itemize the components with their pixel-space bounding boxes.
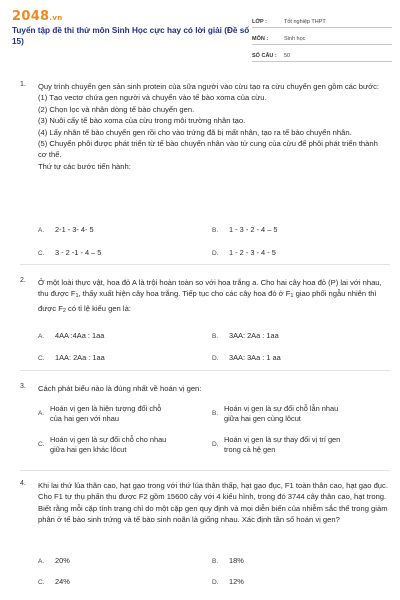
option-text: 1 - 2 - 3 - 4 - 5: [229, 248, 276, 257]
document-meta: [252, 11, 392, 62]
answer-option-b[interactable]: [212, 401, 338, 427]
meta-row-count: [252, 45, 392, 62]
question-divider: [20, 470, 390, 471]
option-letter: A.: [38, 558, 45, 565]
question-text: [38, 277, 388, 317]
question-line: Thứ tự các bước tiến hành:: [38, 161, 131, 171]
meta-row-subject: [252, 28, 392, 45]
answer-option-c[interactable]: [38, 577, 70, 589]
subscript: 2: [62, 307, 66, 314]
question-number: 3.: [20, 383, 26, 390]
option-letter: C.: [38, 579, 45, 586]
question-line: (1) Tạo vectơ chứa gen người và chuyển vào tế bào xoma của cừu.: [38, 93, 267, 103]
meta-key: LỚP :: [252, 19, 267, 25]
option-text: 3AA: 3Aa : 1 aa: [229, 353, 281, 362]
option-text: 1AA: 2Aa : 1aa: [55, 353, 105, 362]
option-text: 1 - 3 - 2 - 4 – 5: [229, 225, 278, 234]
question-divider: [20, 264, 390, 265]
question-number: 1.: [20, 81, 26, 88]
answer-option-b[interactable]: [212, 225, 277, 237]
option-line: của hai gen với nhau: [50, 414, 119, 423]
question-text: Khi lai thứ lúa thân cao, hạt gạo trong với thứ lúa thân thấp, hạt gạo đục, F1 toàn thân cao, hạt gạo đục. Cho F1 tự thụ phấn thu được F2 gồm 15600 cây với 4 kiểu hình, trong đó 3744 cây thân cao, hạt trong. Biết rằng mỗi cặp tính trạng chỉ do một cặp gen quy định và mọi diễn biến của nhiễm sắc thể trong giảm phân ở tế bào sinh trứng và tế bào sinh noãn là giống nhau. Xác định tần số hoán vị gen?: [38, 481, 388, 525]
option-line: giữa hai gen khác lôcut: [50, 445, 127, 454]
question-text-part: , thấy xuất hiện cây hoa trắng. Tiếp tục cho các cây hoa đỏ ở F: [78, 289, 291, 299]
meta-row-class: [252, 11, 392, 28]
option-letter: D.: [212, 579, 219, 586]
option-text: 4AA :4Aa : 1aa: [55, 331, 105, 340]
option-text: 18%: [229, 556, 244, 565]
option-text: 24%: [55, 577, 70, 586]
option-letter: D.: [212, 250, 219, 257]
question-text: [38, 81, 388, 172]
meta-value: 50: [284, 53, 291, 59]
answer-option-d[interactable]: [212, 353, 281, 365]
question-text: Cách phát biểu nào là đúng nhất về hoán vị gen:: [38, 384, 202, 393]
answer-option-d[interactable]: [212, 248, 276, 260]
question-text-part: Ở một loài thực vật, hoa đỏ A là trội hoàn toàn so với hoa trắng a. Cho hai cây hoa đỏ (P) lai với nhau, thu được F: [38, 278, 382, 299]
option-letter: D.: [212, 440, 219, 448]
question-number: 4.: [20, 480, 26, 487]
meta-key: MÔN :: [252, 36, 269, 42]
option-text: 3AA: 2Aa : 1aa: [229, 331, 279, 340]
answer-option-a[interactable]: [38, 401, 161, 427]
option-text: [50, 435, 166, 456]
option-letter: B.: [212, 227, 219, 234]
option-text: 3 - 2 -1 - 4 – 5: [55, 248, 102, 257]
option-letter: D.: [212, 355, 219, 362]
option-text: [224, 435, 340, 456]
option-letter: A.: [38, 333, 45, 340]
option-text: [224, 404, 338, 425]
option-text: [50, 404, 161, 425]
option-line: Hoán vị gen là sự đổi chỗ lẫn nhau: [224, 403, 339, 413]
question-line: (5) Chuyển phôi được phát triển từ tế bào chuyển nhân vào tử cung của cừu để phôi phát triển thành cơ thể.: [38, 139, 378, 160]
answer-option-c[interactable]: [38, 432, 166, 458]
site-logo[interactable]: [12, 9, 63, 24]
option-letter: B.: [212, 409, 219, 417]
option-line: trong cả hệ gen: [224, 445, 276, 454]
question-line: (3) Nuôi cấy tế bào xoma của cừu trong môi trường nhân tạo.: [38, 116, 246, 126]
option-letter: B.: [212, 333, 219, 340]
option-line: Hoán vị gen là sự đổi chỗ cho nhau: [50, 434, 167, 444]
logo-domain: .vn: [49, 14, 63, 22]
subscript: 1: [75, 293, 79, 300]
option-letter: B.: [212, 558, 219, 565]
answer-option-d[interactable]: [212, 432, 340, 458]
meta-value: Tốt nghiệp THPT: [284, 19, 326, 25]
question-line: Quy trình chuyển gen sản sinh protein của sữa người vào cừu tạo ra cừu chuyển gen gồm các bước:: [38, 82, 379, 91]
option-text: 20%: [55, 556, 70, 565]
answer-option-c[interactable]: [38, 248, 101, 260]
question-number: 2.: [20, 277, 26, 284]
answer-option-c[interactable]: [38, 353, 105, 365]
option-line: Hoán vị gen là sự thay đổi vị trí gen: [224, 434, 341, 444]
document-header: [0, 0, 400, 62]
option-line: Hoán vị gen là hiện tượng đổi chỗ: [50, 403, 162, 413]
question-line: (4) Lấy nhân tế bào chuyển gen rồi cho vào trứng đã bị mất nhân, tạo ra tế bào chuyển nhân.: [38, 127, 352, 137]
question-divider: [20, 370, 390, 371]
answer-option-b[interactable]: [212, 331, 279, 343]
answer-option-a[interactable]: [38, 331, 104, 343]
answer-option-b[interactable]: [212, 556, 244, 568]
answer-option-a[interactable]: [38, 556, 70, 568]
logo-text: 2048: [12, 9, 50, 24]
option-line: giữa hai gen cùng lôcut: [224, 414, 301, 423]
answer-option-a[interactable]: [38, 225, 94, 237]
option-letter: A.: [38, 409, 45, 417]
question-text-part: giao phối ngẫu nhiên thì được F: [38, 289, 377, 313]
option-text: 2-1 - 3- 4- 5: [55, 225, 94, 234]
meta-key: SỐ CÂU :: [252, 53, 277, 59]
option-letter: C.: [38, 355, 45, 362]
question-line: (2) Chọn lọc và nhân dòng tế bào chuyển gen.: [38, 104, 195, 114]
meta-value: Sinh học: [284, 36, 306, 42]
subscript: 1: [290, 293, 294, 300]
answer-option-d[interactable]: [212, 577, 244, 589]
option-letter: C.: [38, 440, 45, 448]
option-letter: C.: [38, 250, 45, 257]
question-text-part: có tỉ lệ kiểu gen là:: [65, 303, 131, 313]
page-title: Tuyển tập đề thi thử môn Sinh Học cực hay có lời giải (Đề số 15): [12, 26, 250, 46]
option-letter: A.: [38, 227, 45, 234]
option-text: 12%: [229, 577, 244, 586]
